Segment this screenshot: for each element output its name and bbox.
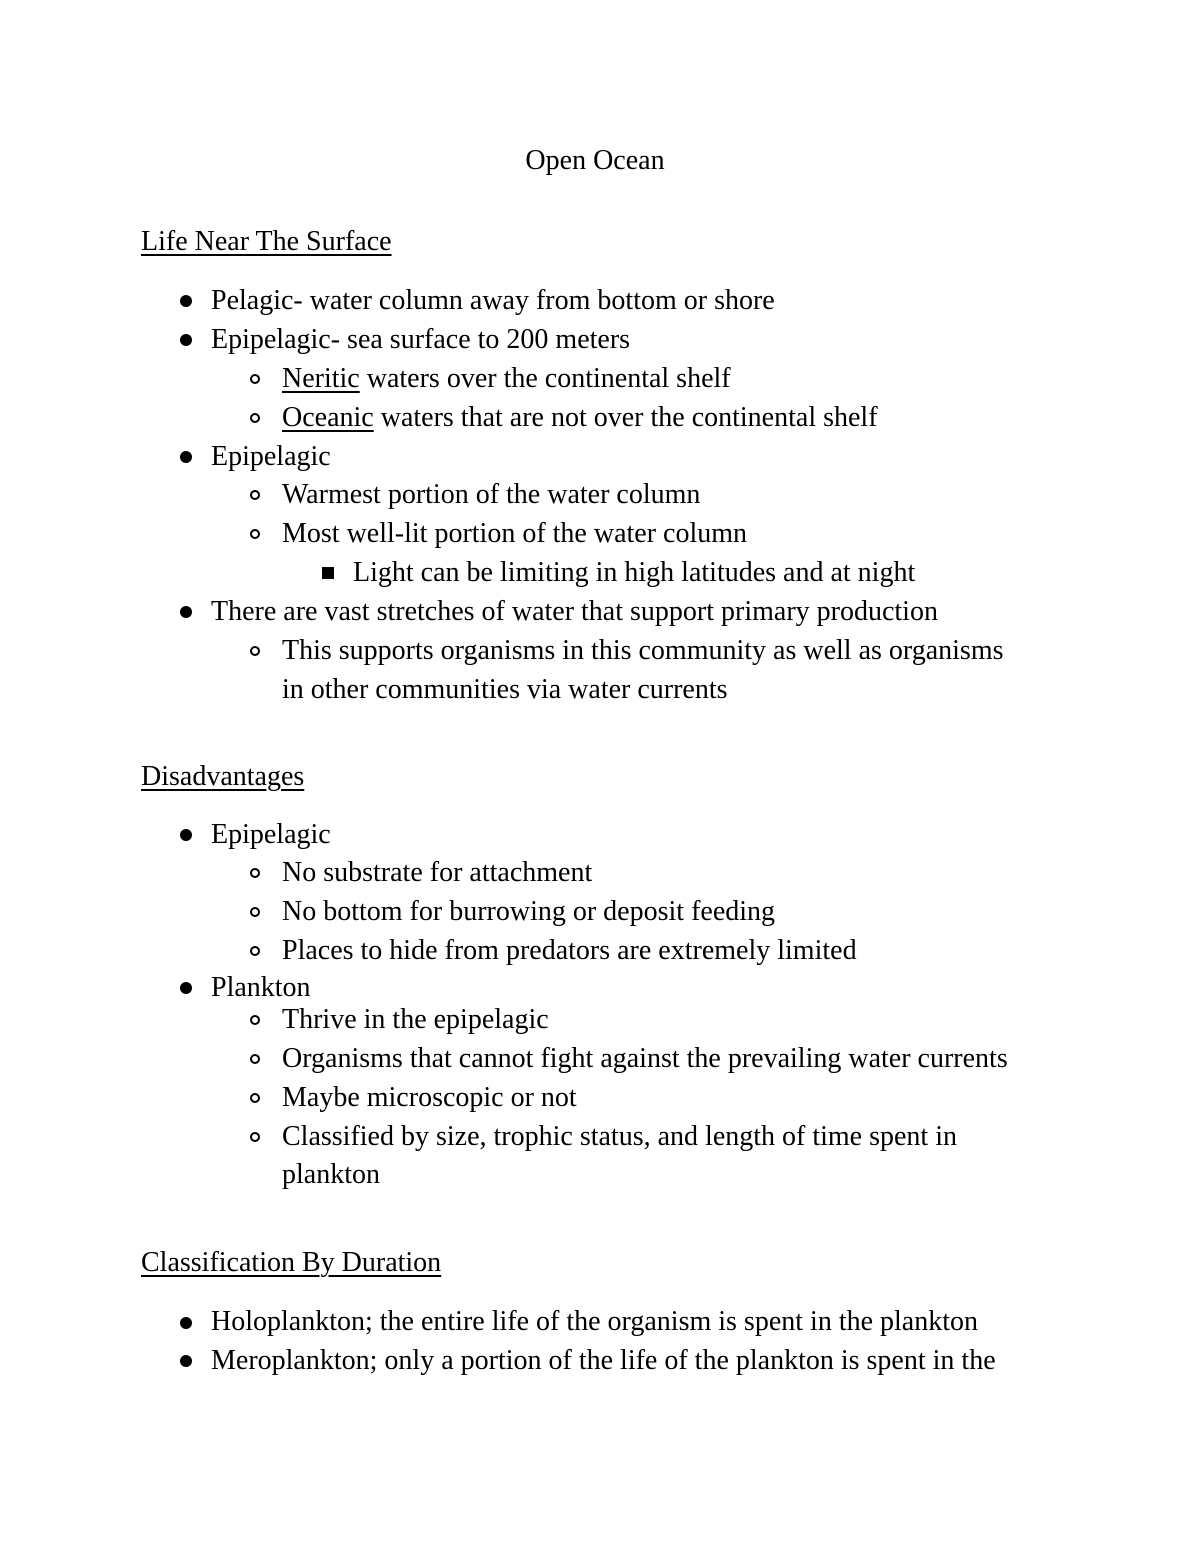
bullet-circle-icon xyxy=(250,374,260,384)
bullet-square-icon xyxy=(322,567,334,579)
list-item: This supports organisms in this community as well as organisms xyxy=(282,635,1004,666)
bullet-disc-icon xyxy=(180,1355,192,1367)
bullet-circle-icon xyxy=(250,907,260,917)
document-title: Open Ocean xyxy=(525,145,665,176)
list-item: Maybe microscopic or not xyxy=(282,1082,577,1113)
bullet-circle-icon xyxy=(250,529,260,539)
term-neritic: Neritic xyxy=(282,363,360,394)
bullet-circle-icon xyxy=(250,1093,260,1103)
list-item: Epipelagic xyxy=(211,819,331,850)
list-item: Pelagic- water column away from bottom or shore xyxy=(211,285,775,316)
list-item xyxy=(282,401,878,435)
list-item: Epipelagic- sea surface to 200 meters xyxy=(211,324,631,355)
section-heading-life-near-surface: Life Near The Surface xyxy=(141,226,392,257)
bullet-circle-icon xyxy=(250,646,260,656)
list-item: Places to hide from predators are extremely limited xyxy=(282,935,857,966)
list-item: Epipelagic xyxy=(211,441,331,472)
list-item: No bottom for burrowing or deposit feeding xyxy=(282,896,776,927)
list-item xyxy=(282,362,731,396)
bullet-circle-icon xyxy=(250,1132,260,1142)
bullet-circle-icon xyxy=(250,490,260,500)
list-item: Classified by size, trophic status, and length of time spent in xyxy=(282,1121,957,1152)
list-item: Plankton xyxy=(211,972,311,1003)
list-item-text: waters that are not over the continental shelf xyxy=(373,402,878,433)
list-item: There are vast stretches of water that support primary production xyxy=(211,596,938,627)
section-heading-disadvantages: Disadvantages xyxy=(141,761,305,792)
list-item-continuation: plankton xyxy=(282,1159,380,1190)
list-item-continuation: in other communities via water currents xyxy=(282,674,728,705)
bullet-disc-icon xyxy=(180,334,192,346)
bullet-circle-icon xyxy=(250,946,260,956)
bullet-circle-icon xyxy=(250,413,260,423)
list-item: Thrive in the epipelagic xyxy=(282,1004,549,1035)
section-heading-classification-by-duration: Classification By Duration xyxy=(141,1247,442,1278)
bullet-disc-icon xyxy=(180,606,192,618)
list-item: Organisms that cannot fight against the prevailing water currents xyxy=(282,1043,1008,1074)
list-item: Light can be limiting in high latitudes and at night xyxy=(353,557,916,588)
bullet-disc-icon xyxy=(180,451,192,463)
list-item: Warmest portion of the water column xyxy=(282,479,701,510)
list-item: No substrate for attachment xyxy=(282,857,593,888)
list-item-text: waters over the continental shelf xyxy=(359,363,731,394)
bullet-circle-icon xyxy=(250,1054,260,1064)
term-oceanic: Oceanic xyxy=(282,402,374,433)
bullet-disc-icon xyxy=(180,982,192,994)
bullet-disc-icon xyxy=(180,829,192,841)
list-item: Holoplankton; the entire life of the organism is spent in the plankton xyxy=(211,1306,979,1337)
list-item: Most well-lit portion of the water column xyxy=(282,518,748,549)
bullet-disc-icon xyxy=(180,295,192,307)
bullet-disc-icon xyxy=(180,1317,192,1329)
bullet-circle-icon xyxy=(250,868,260,878)
bullet-circle-icon xyxy=(250,1015,260,1025)
list-item: Meroplankton; only a portion of the life of the plankton is spent in the xyxy=(211,1345,996,1376)
